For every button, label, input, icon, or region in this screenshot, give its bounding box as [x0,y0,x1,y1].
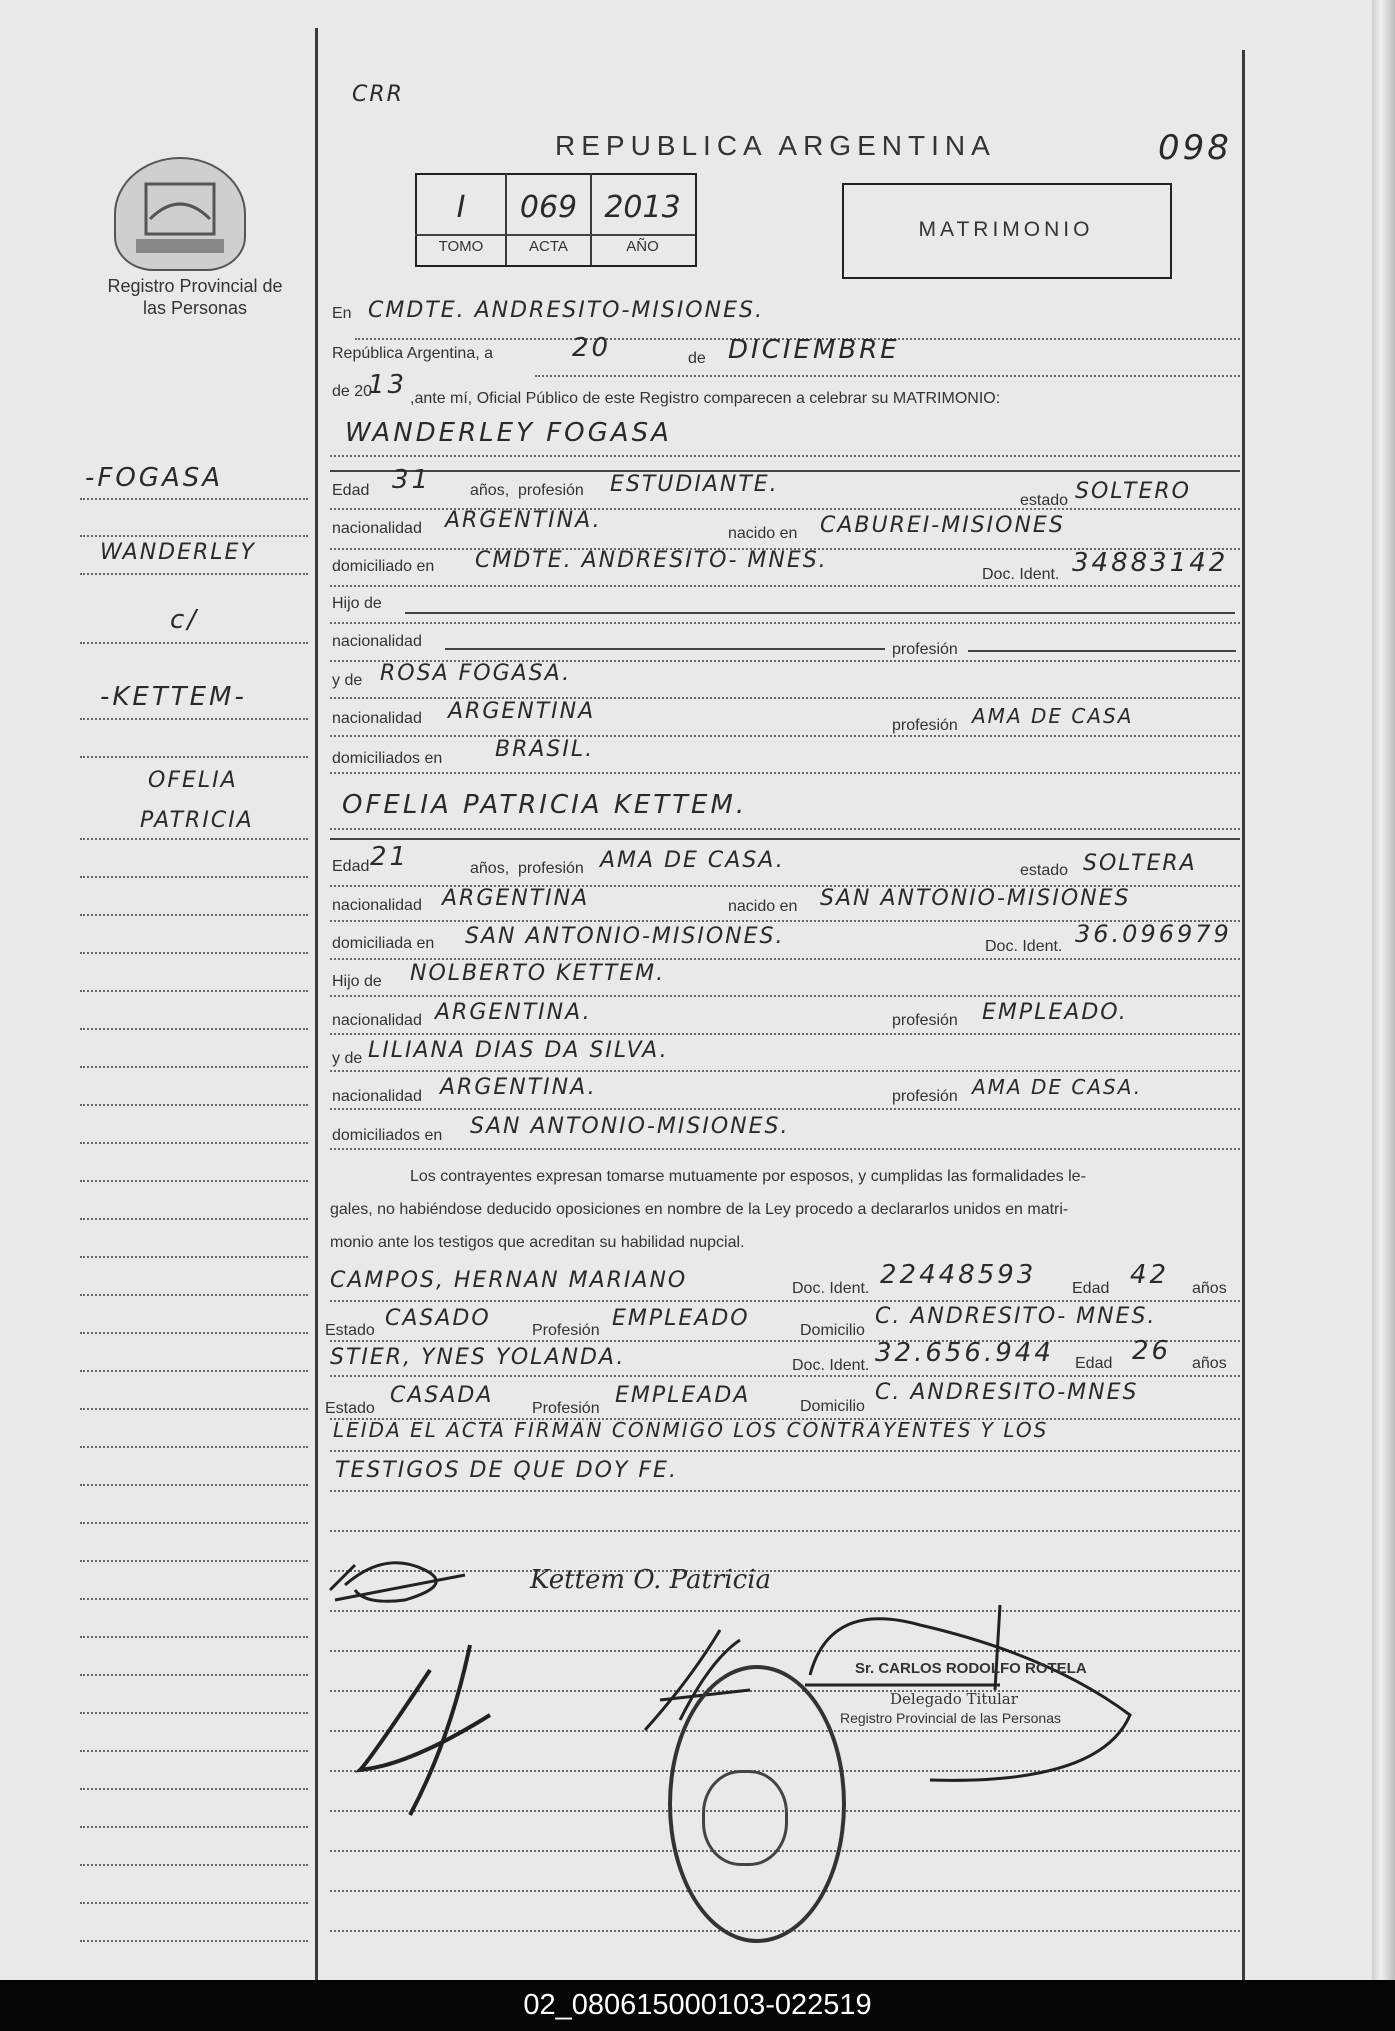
page-edge [1372,0,1395,1980]
bride-age: 21 [370,842,410,872]
margin-rule-line [80,1446,308,1448]
bride-doc-label: Doc. Ident. [985,938,1063,955]
bride-profession-label: profesión [518,860,584,877]
blank-father-line [405,612,1235,614]
margin-note: WANDERLEY [100,540,256,565]
bride-nationality: ARGENTINA [442,886,590,911]
margin-rule-line [80,1826,308,1828]
closing-line: TESTIGOS DE QUE DOY FE. [335,1458,678,1483]
margin-rule-line [80,990,308,992]
year-value: 2013 [604,190,681,225]
groom-age: 31 [392,465,432,495]
margin-rule-line [80,1560,308,1562]
witness-1-years-label: años [1192,1280,1227,1297]
witness-2-doc: 32.656.944 [875,1338,1054,1368]
rule [330,1490,1240,1492]
volume-value: I [456,190,466,225]
margin-rule-line [80,1636,308,1638]
blank-father-nationality-line [445,648,885,650]
groom-domicile-label: domiciliado en [332,558,435,575]
volume-label: TOMO [438,238,484,255]
act-label: ACTA [529,238,568,255]
margin-note: OFELIA [148,768,238,793]
stamp-emblem-icon [702,1770,788,1866]
country-title: REPUBLICA ARGENTINA [555,130,996,161]
witness-signature [350,1640,500,1820]
witness-1-name: CAMPOS, HERNAN MARIANO [330,1268,688,1293]
margin-rule-line [80,1142,308,1144]
bride-father-profession: EMPLEADO. [982,1000,1128,1025]
margin-rule-line [80,1940,308,1942]
bride-born-label: nacido en [728,898,798,915]
witness-1-domicile-label: Domicilio [800,1322,865,1339]
corner-note: CRR [352,82,404,107]
margin-rule-line [80,1256,308,1258]
groom-name: WANDERLEY FOGASA [345,418,672,448]
margin-note: PATRICIA [140,808,254,833]
bride-mother-profession: AMA DE CASA. [972,1075,1143,1099]
margin-rule-line [80,1484,308,1486]
rule [330,1340,1240,1342]
margin-rule-line [80,573,308,575]
declaration-line: gales, no habiéndose deducido oposiciones en nombre de la Ley procedo a declararlos unidos en matri- [330,1201,1069,1218]
bride-doc: 36.096979 [1075,920,1232,948]
groom-parents-domicile: BRASIL. [495,737,595,762]
rule [535,375,1240,377]
bride-profession: AMA DE CASA. [600,848,785,873]
groom-age-label: Edad [332,482,370,499]
rule [330,1530,1240,1532]
witness-1-status: CASADO [385,1306,491,1331]
rule [330,1108,1240,1110]
groom-mother-profession-label: profesión [892,717,958,734]
witness-2-domicile-label: Domicilio [800,1398,865,1415]
preamble-text: ,ante mí, Oficial Público de este Registro comparecen a celebrar su MATRIMONIO: [410,390,1001,407]
declaration-line: Los contrayentes expresan tomarse mutuamente por esposos, y cumplidas las formalidades le- [410,1168,1086,1185]
witness-2-doc-label: Doc. Ident. [792,1357,870,1374]
official-name: Sr. CARLOS RODOLFO ROTELA [855,1660,1087,1677]
bride-status: SOLTERA [1083,851,1197,876]
margin-rule-line [80,1294,308,1296]
act-type: MATRIMONIO [918,218,1094,241]
margin-rule-line [80,1180,308,1182]
place-value: CMDTE. ANDRESITO-MISIONES. [368,298,764,323]
bride-domicile-label: domiciliada en [332,935,435,952]
bride-father-nationality-label: nacionalidad [332,1012,422,1029]
bride-nationality-label: nacionalidad [332,897,422,914]
margin-rule-line [80,952,308,954]
groom-mother: ROSA FOGASA. [380,661,572,686]
margin-rule-line [80,1750,308,1752]
margin-note: c/ [170,605,200,635]
groom-profession: ESTUDIANTE. [610,472,779,497]
groom-born: CABUREI-MISIONES [820,513,1065,538]
groom-born-label: nacido en [728,525,798,542]
bride-mother-nationality-label: nacionalidad [332,1088,422,1105]
margin-rule-line [80,1788,308,1790]
bride-mother: LILIANA DIAS DA SILVA. [368,1038,669,1063]
declaration-line: monio ante los testigos que acreditan su habilidad nupcial. [330,1234,745,1251]
groom-domicile: CMDTE. ANDRESITO- MNES. [475,548,828,573]
bride-signature: Kettem O. Patricia [530,1565,772,1595]
rule [330,995,1240,997]
margin-rule [315,28,318,1980]
witness-2-profession-label: Profesión [532,1400,600,1417]
margin-rule-line [80,642,308,644]
margin-rule-line [80,756,308,758]
bride-father-nationality: ARGENTINA. [435,1000,592,1025]
margin-rule-line [80,1028,308,1030]
rule [330,622,1240,624]
official-registry: Registro Provincial de las Personas [840,1710,1061,1726]
rule [330,828,1240,830]
year-label: AÑO [626,238,659,255]
margin-rule-line [80,1902,308,1904]
margin-rule-line [80,1218,308,1220]
witness-2-status-label: Estado [325,1400,375,1417]
rule [330,772,1240,774]
groom-nationality-label: nacionalidad [332,520,422,537]
bride-mother-nationality: ARGENTINA. [440,1075,597,1100]
rule [330,1033,1240,1035]
margin-rule-line [80,838,308,840]
margin-rule-line [80,1712,308,1714]
witness-1-doc: 22448593 [880,1260,1037,1290]
year-suffix: 13 [368,370,408,400]
rule [330,455,1240,457]
witness-1-age-label: Edad [1072,1280,1110,1297]
bride-domicile: SAN ANTONIO-MISIONES. [465,924,785,949]
bride-father: NOLBERTO KETTEM. [410,961,666,986]
bride-father-profession-label: profesión [892,1012,958,1029]
rule [330,1148,1240,1150]
margin-rule-line [80,1522,308,1524]
margin-rule-line [80,1370,308,1372]
margin-rule-line [80,1104,308,1106]
bride-mother-label: y de [332,1050,363,1067]
margin-rule-line [80,535,308,537]
bride-parents-domicile-label: domiciliados en [332,1127,443,1144]
declaration-text [330,1160,1230,1259]
right-rule [1242,50,1245,1980]
rule [330,735,1240,737]
witness-1-domicile: C. ANDRESITO- MNES. [875,1304,1157,1329]
closing-line: LEIDA EL ACTA FIRMAN CONMIGO LOS CONTRAYENTES Y LOS [333,1418,1049,1442]
groom-nationality: ARGENTINA. [445,508,602,533]
section-divider [330,838,1240,840]
groom-mother-profession: AMA DE CASA [972,704,1134,728]
blank-father-profession-line [968,650,1236,652]
margin-rule-line [80,498,308,500]
month-value: DICIEMBRE [728,335,900,365]
witness-1-status-label: Estado [325,1322,375,1339]
groom-parents-domicile-label: domiciliados en [332,750,443,767]
month-label: de [688,350,706,367]
rule [330,1070,1240,1072]
groom-mother-nationality: ARGENTINA [448,699,596,724]
margin-note: -FOGASA [85,463,224,493]
section-divider [330,470,1240,472]
rule [330,1375,1240,1377]
province-seal-icon [114,157,246,271]
margin-rule-line [80,1066,308,1068]
rule [330,958,1240,960]
witness-2-status: CASADA [390,1383,494,1408]
witness-1-age: 42 [1130,1260,1170,1290]
bride-child-of-label: Hijo de [332,973,382,990]
registry-name: Registro Provincial de las Personas [107,276,283,318]
groom-status: SOLTERO [1075,479,1191,504]
groom-status-label: estado [1020,492,1069,509]
bride-age-label: Edad [332,858,370,875]
witness-2-name: STIER, YNES YOLANDA. [330,1345,626,1370]
witness-1-profession-label: Profesión [532,1322,600,1339]
witness-2-years-label: años [1192,1355,1227,1372]
bride-mother-profession-label: profesión [892,1088,958,1105]
margin-rule-line [80,1408,308,1410]
place-label: En [332,305,352,322]
bride-born: SAN ANTONIO-MISIONES [820,886,1131,911]
margin-rule-line [80,1598,308,1600]
witness-2-domicile: C. ANDRESITO-MNES [875,1380,1139,1405]
bride-name: OFELIA PATRICIA KETTEM. [342,790,748,820]
bride-years-label: años, [470,860,510,877]
country-label: República Argentina, a [332,345,493,362]
witness-1-profession: EMPLEADO [612,1306,750,1331]
bride-status-label: estado [1020,862,1069,879]
groom-doc-label: Doc. Ident. [982,566,1060,583]
witness-2-age: 26 [1132,1336,1172,1366]
rule [330,1300,1240,1302]
margin-rule-line [80,876,308,878]
groom-years-label: años, [470,482,510,499]
groom-signature [325,1545,475,1615]
witness-2-age-label: Edad [1075,1355,1113,1372]
groom-profession-label: profesión [518,482,584,499]
official-title: Delegado Titular [890,1690,1018,1708]
witness-2-profession: EMPLEADA [615,1383,751,1408]
margin-rule-line [80,1332,308,1334]
margin-rule-line [80,718,308,720]
margin-rule-line [80,1864,308,1866]
groom-mother-label: y de [332,672,363,689]
margin-note: -KETTEM- [100,682,247,712]
groom-doc: 34883142 [1072,548,1229,578]
rule [330,1450,1240,1452]
groom-father-profession-label: profesión [892,641,958,658]
year-prefix: de 20 [332,383,373,400]
groom-child-of-label: Hijo de [332,595,382,612]
act-value: 069 [519,190,578,225]
margin-rule-line [80,1674,308,1676]
page-number: 098 [1158,128,1232,168]
groom-father-nationality-label: nacionalidad [332,633,422,650]
day-value: 20 [572,333,612,363]
witness-1-doc-label: Doc. Ident. [792,1280,870,1297]
box-divider [415,234,695,236]
margin-rule-line [80,914,308,916]
groom-mother-nationality-label: nacionalidad [332,710,422,727]
bride-parents-domicile: SAN ANTONIO-MISIONES. [470,1114,790,1139]
rule [330,585,1240,587]
file-id: 02_080615000103-022519 [0,1980,1395,2031]
